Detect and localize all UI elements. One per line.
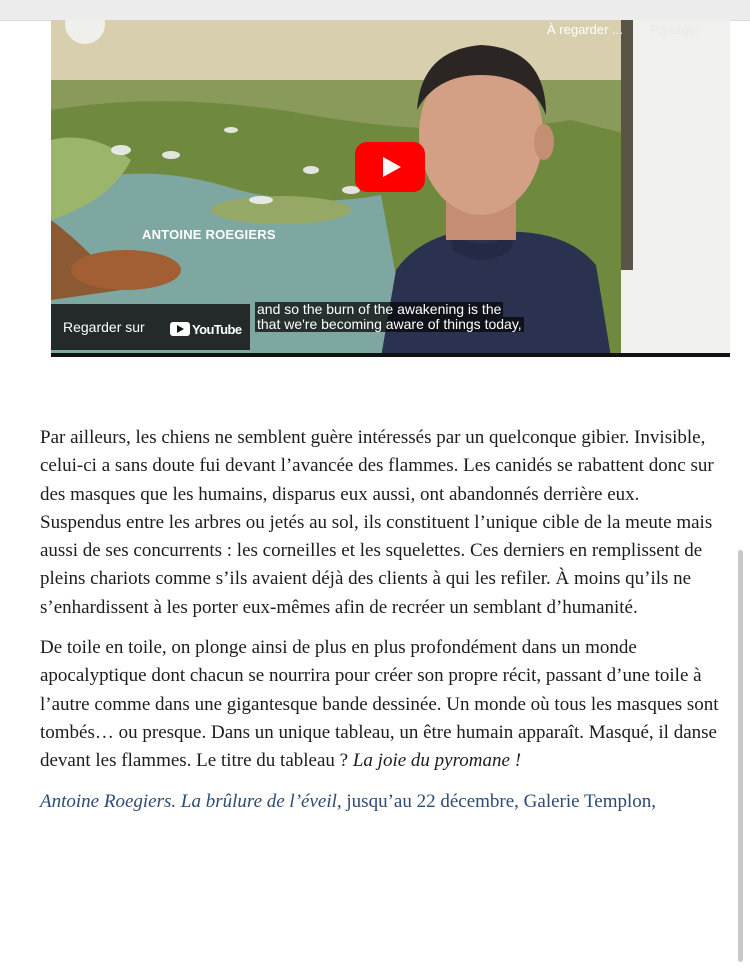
video-subtitles (255, 302, 524, 332)
youtube-wordmark: YouTube (192, 321, 242, 337)
subtitle-line: and so the burn of the awakening is the (257, 301, 502, 317)
youtube-logo-icon (170, 320, 241, 337)
paragraph-text: De toile en toile, on plonge ainsi de plus en plus profondément dans un monde apocalyptique dont chacun se nourrira pour créer son propre récit, passant d’une toile à l’autre comme dans une gigantesque bande dessinée. Un monde où tous les masques sont tombés… ou presque. Dans un unique tableau, un être humain apparaît. Masqué, il danse devant les flammes. Le titre du tableau ? (40, 637, 719, 772)
watch-on-label: Regarder sur (63, 319, 145, 335)
subtitle-line: that we're becoming aware of things today, (257, 316, 522, 332)
article-body (40, 424, 720, 828)
article-paragraph: Par ailleurs, les chiens ne semblent guère intéressés par un quelconque gibier. Invisible, celui-ci a sans doute fui devant l’avancée des flammes. Les canidés se rabattent donc sur des masques que les humains, disparus eux aussi, ont abandonnés derrière eux. Suspendus entre les arbres ou jetés au sol, ils constituent l’unique cible de la meute mais aussi de ses concurrents : les corneilles et les squelettes. Ces derniers en remplissent de pleins chariots comme s’ils avaient déjà des clients à qui les refiler. À moins qu’ils ne s’enhardissent à les porter eux-mêmes afin de recréer un semblant d’humanité. (40, 427, 714, 618)
exhibition-caption (40, 788, 720, 816)
share-button[interactable]: Partager (650, 22, 700, 37)
watch-later-button[interactable]: À regarder ... (547, 22, 623, 37)
watch-on-youtube-button[interactable] (51, 304, 250, 350)
video-progress-track (51, 353, 730, 357)
lower-third-name: ANTOINE ROEGIERS (142, 227, 276, 242)
play-icon[interactable] (355, 142, 425, 192)
article-paragraph (40, 634, 720, 775)
youtube-video-embed[interactable] (51, 20, 730, 357)
exhibition-dates: jusqu’au 22 décembre, Galerie Templon, (346, 790, 657, 812)
painting-title: La joie du pyromane ! (352, 750, 522, 772)
exhibition-title: Antoine Roegiers. La brûlure de l’éveil, (40, 790, 342, 812)
scrollbar-thumb[interactable] (738, 550, 743, 962)
youtube-play-icon (170, 322, 190, 336)
browser-top-bar (0, 0, 750, 21)
